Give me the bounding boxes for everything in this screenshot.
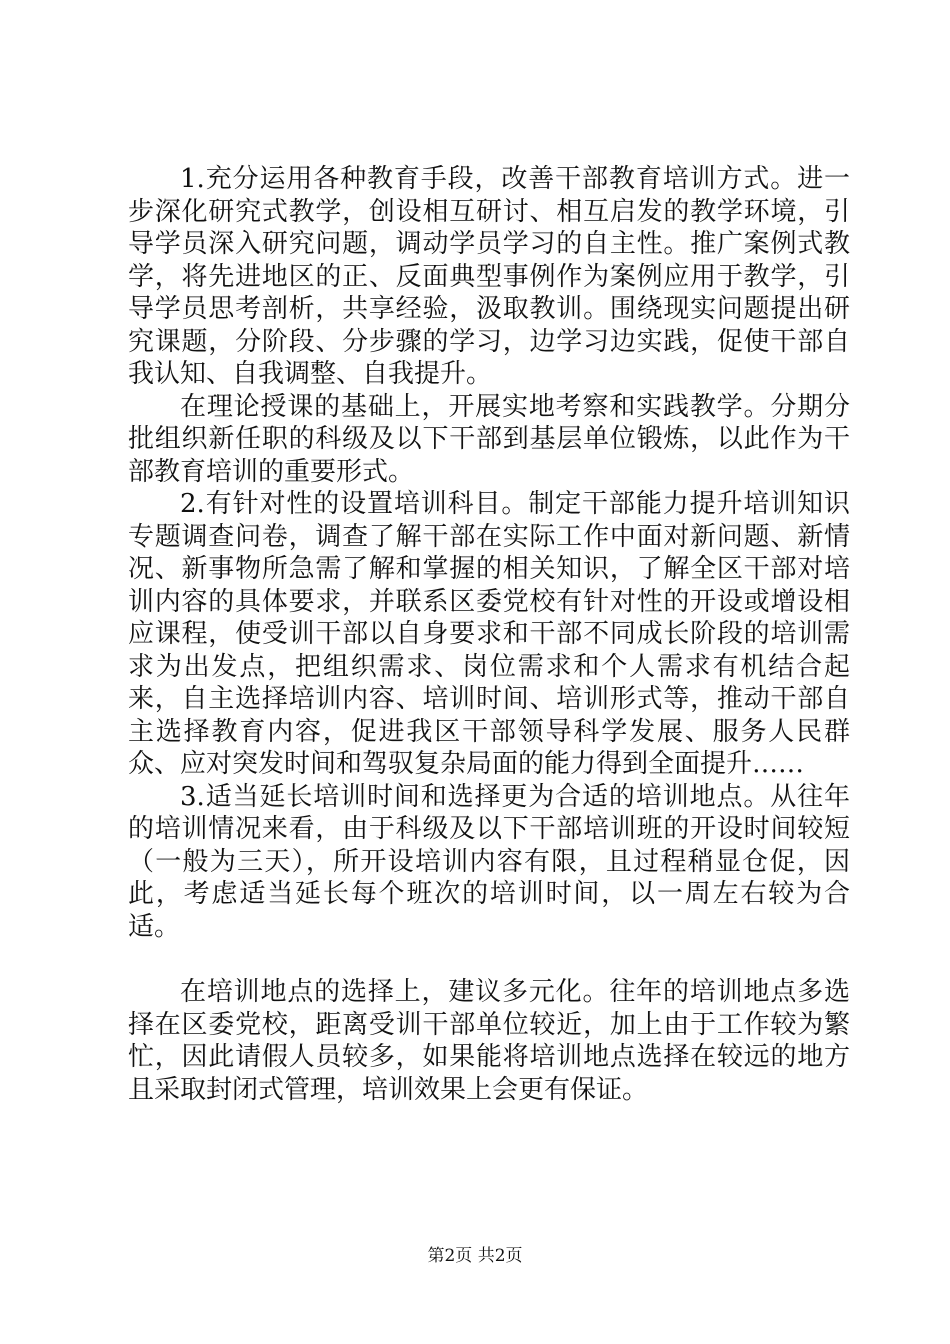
document-body [128, 163, 850, 1106]
paragraph-1: 1.充分运用各种教育手段，改善干部教育培训方式。进一步深化研究式教学，创设相互研讨、相互启发的教学环境，引导学员深入研究问题，调动学员学习的自主性。推广案例式教学，将先进地区的正、反面典型事例作为案例应用于教学，引导学员思考剖析，共享经验，汲取教训。围绕现实问题提出研究课题，分阶段、分步骤的学习，边学习边实践，促使干部自我认知、自我调整、自我提升。 [128, 164, 850, 389]
paragraph-5: 在培训地点的选择上，建议多元化。往年的培训地点多选择在区委党校，距离受训干部单位较近，加上由于工作较为繁忙，因此请假人员较多，如果能将培训地点选择在较远的地方且采取封闭式管理，培训效果上会更有保证。 [128, 977, 850, 1105]
paragraph-3: 2.有针对性的设置培训科目。制定干部能力提升培训知识专题调查问卷，调查了解干部在实际工作中面对新问题、新情况、新事物所急需了解和掌握的相关知识，了解全区干部对培训内容的具体要求，并联系区委党校有针对性的开设或增设相应课程，使受训干部以自身要求和干部不同成长阶段的培训需求为出发点，把组织需求、岗位需求和个人需求有机结合起来，自主选择培训内容、培训时间、培训形式等，推动干部自主选择教育内容，促进我区干部领导科学发展、服务人民群众、应对突发时间和驾驭复杂局面的能力得到全面提升…… [128, 489, 850, 779]
paragraph-2: 在理论授课的基础上，开展实地考察和实践教学。分期分批组织新任职的科级及以下干部到基层单位锻炼，以此作为干部教育培训的重要形式。 [128, 391, 850, 487]
paragraph-4: 3.适当延长培训时间和选择更为合适的培训地点。从往年的培训情况来看，由于科级及以下干部培训班的开设时间较短（一般为三天），所开设培训内容有限，且过程稍显仓促，因此，考虑适当延长每个班次的培训时间，以一周左右较为合适。 [128, 781, 850, 942]
paragraph-gap [128, 943, 850, 976]
page-number-footer: 第2页 共2页 [427, 1246, 523, 1266]
